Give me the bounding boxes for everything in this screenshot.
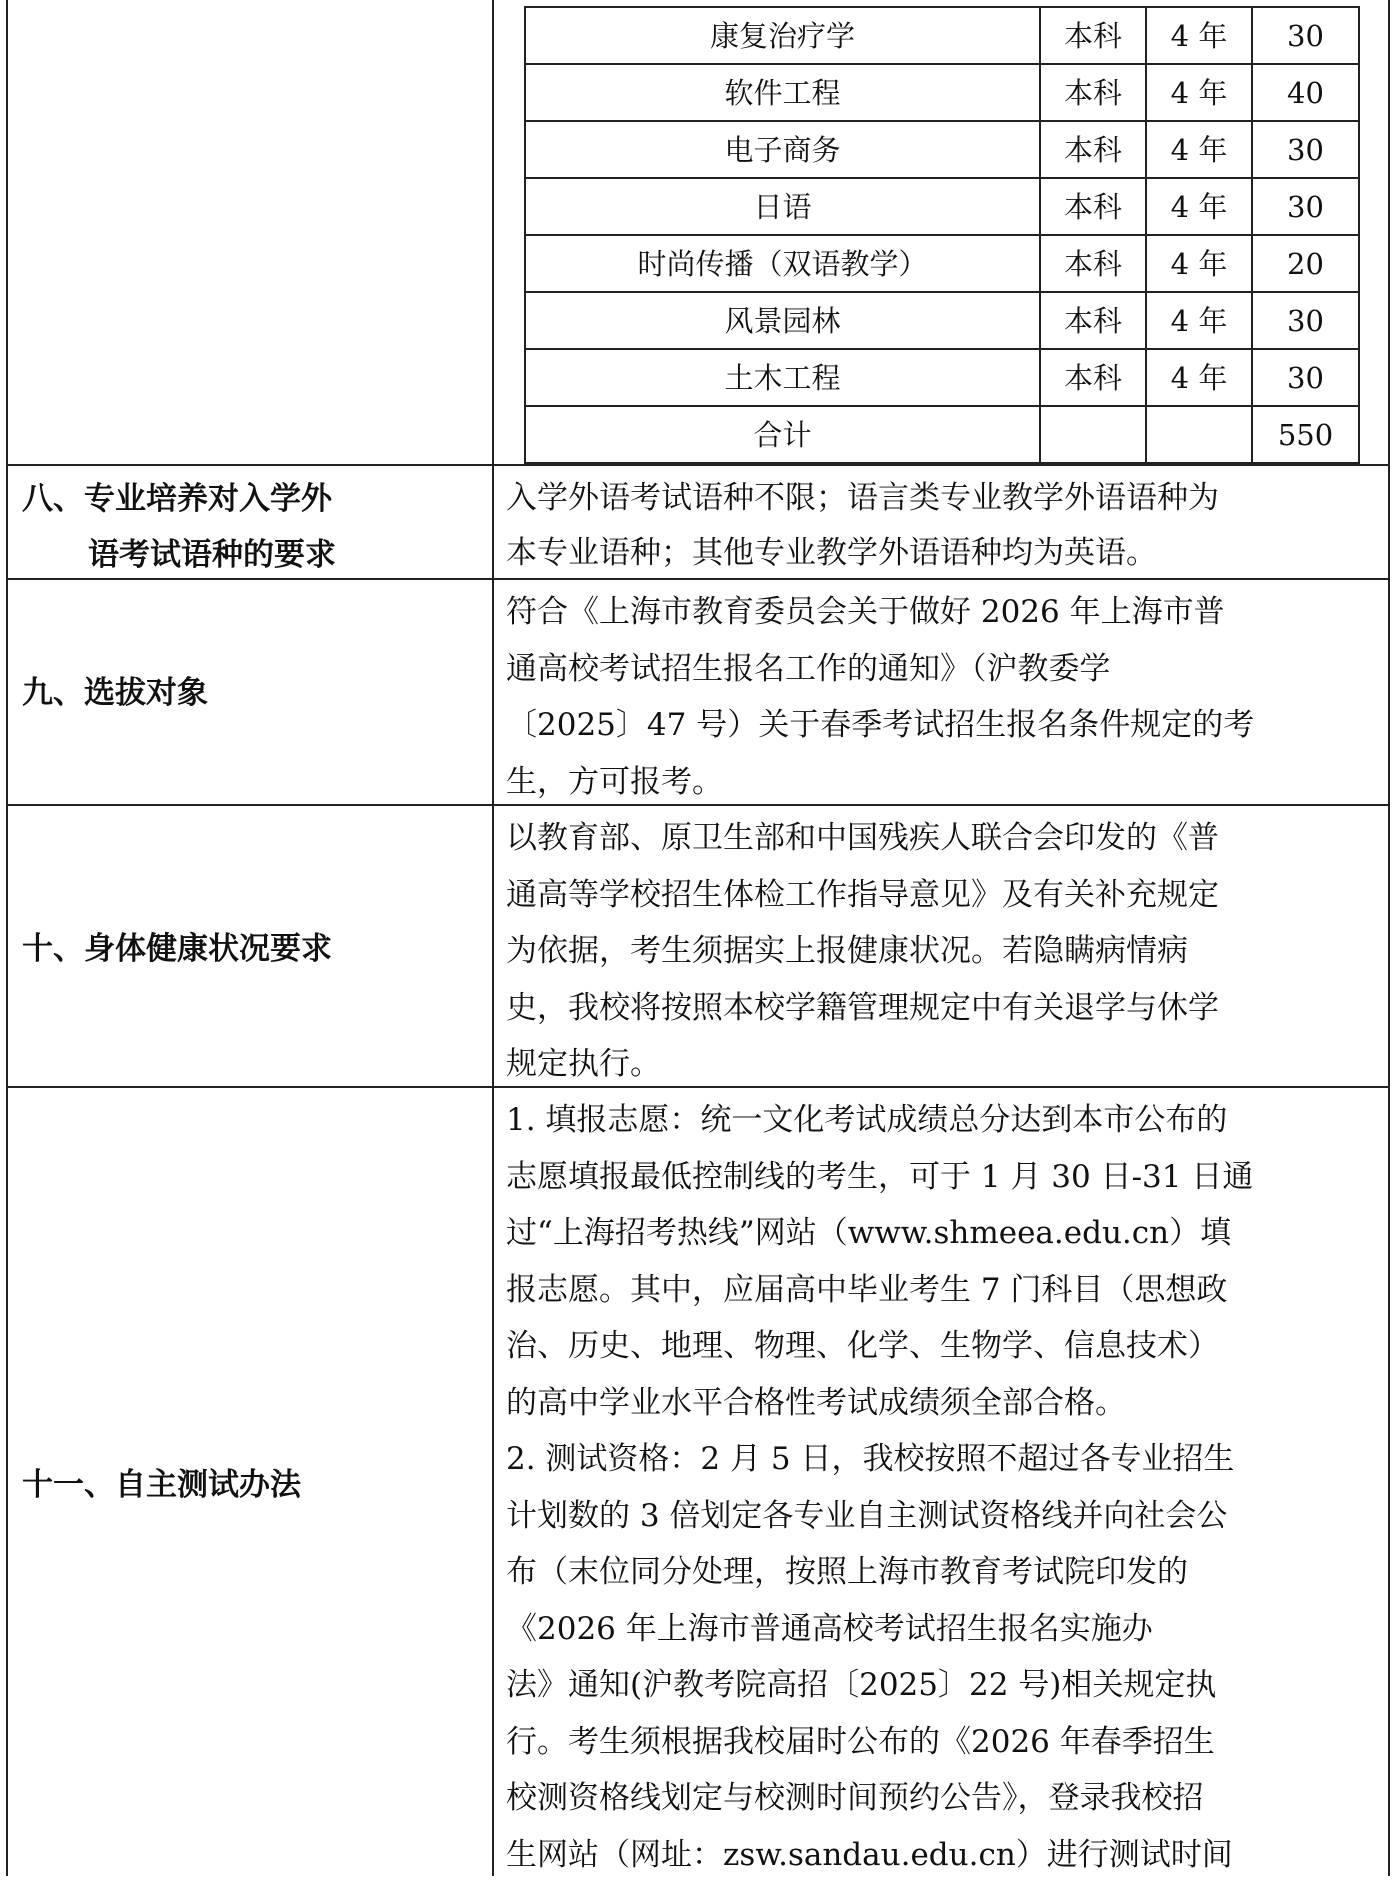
majors-count-cell: 30	[1253, 8, 1360, 65]
section-11-line: 计划数的 3 倍划定各专业自主测试资格线并向社会公	[506, 1488, 1380, 1545]
majors-table-row	[524, 8, 1360, 65]
section-11-line: 布（末位同分处理，按照上海市教育考试院印发的	[506, 1544, 1380, 1601]
section-11-line: 过“上海招考热线”网站（www.shmeea.edu.cn）填	[506, 1205, 1380, 1262]
section-9-line: 通高校考试招生报名工作的通知》（沪教委学	[506, 641, 1380, 698]
section-9-line: 〔2025〕47 号）关于春季考试招生报名条件规定的考	[506, 697, 1380, 754]
majors-name-cell: 土木工程	[524, 350, 1041, 407]
majors-level-cell	[1041, 407, 1147, 464]
section-10-line: 为依据，考生须据实上报健康状况。若隐瞒病情病	[506, 923, 1380, 980]
section-11-line: 治、历史、地理、物理、化学、生物学、信息技术）	[506, 1318, 1380, 1375]
section-10-line: 以教育部、原卫生部和中国残疾人联合会印发的《普	[506, 810, 1380, 867]
section-11-line: 2. 测试资格：2 月 5 日，我校按照不超过各专业招生	[506, 1431, 1380, 1488]
row-divider	[6, 464, 1390, 466]
section-10-text	[506, 810, 1380, 1093]
section-8-text	[506, 471, 1380, 581]
majors-table-row	[524, 350, 1360, 407]
majors-name-cell: 电子商务	[524, 122, 1041, 179]
majors-table-row	[524, 179, 1360, 236]
section-10-label: 十、身体健康状况要求	[22, 921, 332, 977]
majors-count-cell: 40	[1253, 65, 1360, 122]
table-right-border	[1388, 0, 1390, 1876]
section-8-label-line: 八、专业培养对入学外	[22, 471, 336, 527]
majors-table-row	[524, 293, 1360, 350]
majors-years-cell: 4 年	[1147, 8, 1253, 65]
majors-count-cell: 550	[1253, 407, 1360, 464]
majors-name-cell: 康复治疗学	[524, 8, 1041, 65]
majors-table-row	[524, 236, 1360, 293]
majors-level-cell: 本科	[1041, 179, 1147, 236]
section-11-label: 十一、自主测试办法	[22, 1457, 301, 1513]
majors-level-cell: 本科	[1041, 65, 1147, 122]
section-9-text	[506, 584, 1380, 810]
majors-name-cell: 风景园林	[524, 293, 1041, 350]
section-11-line: 法》通知(沪教考院高招〔2025〕22 号)相关规定执	[506, 1657, 1380, 1714]
section-10-line: 规定执行。	[506, 1036, 1380, 1093]
section-11-text	[506, 1092, 1380, 1883]
section-11-line: 志愿填报最低控制线的考生，可于 1 月 30 日-31 日通	[506, 1149, 1380, 1206]
section-8-label	[22, 471, 336, 583]
majors-name-cell: 时尚传播（双语教学）	[524, 236, 1041, 293]
majors-level-cell: 本科	[1041, 8, 1147, 65]
majors-years-cell: 4 年	[1147, 350, 1253, 407]
majors-count-cell: 20	[1253, 236, 1360, 293]
majors-count-cell: 30	[1253, 293, 1360, 350]
section-8-line: 入学外语考试语种不限；语言类专业教学外语语种为	[506, 471, 1380, 526]
table-left-border	[6, 0, 8, 1876]
majors-years-cell: 4 年	[1147, 65, 1253, 122]
majors-name-cell: 软件工程	[524, 65, 1041, 122]
majors-level-cell: 本科	[1041, 236, 1147, 293]
majors-name-cell: 日语	[524, 179, 1041, 236]
majors-years-cell: 4 年	[1147, 122, 1253, 179]
section-9-label: 九、选拔对象	[22, 665, 208, 721]
majors-count-cell: 30	[1253, 350, 1360, 407]
majors-level-cell: 本科	[1041, 122, 1147, 179]
majors-years-cell: 4 年	[1147, 293, 1253, 350]
section-9-line: 生，方可报考。	[506, 754, 1380, 811]
majors-count-cell: 30	[1253, 122, 1360, 179]
section-11-line: 校测资格线划定与校测时间预约公告》，登录我校招	[506, 1770, 1380, 1827]
majors-years-cell: 4 年	[1147, 236, 1253, 293]
majors-table-row	[524, 65, 1360, 122]
majors-years-cell	[1147, 407, 1253, 464]
section-11-line: 报志愿。其中，应届高中毕业考生 7 门科目（思想政	[506, 1262, 1380, 1319]
section-9-line: 符合《上海市教育委员会关于做好 2026 年上海市普	[506, 584, 1380, 641]
column-divider	[492, 0, 494, 1876]
section-11-line: 《2026 年上海市普通高校考试招生报名实施办	[506, 1601, 1380, 1658]
section-10-line: 史，我校将按照本校学籍管理规定中有关退学与休学	[506, 980, 1380, 1037]
section-11-line: 的高中学业水平合格性考试成绩须全部合格。	[506, 1375, 1380, 1432]
section-8-line: 本专业语种；其他专业教学外语语种均为英语。	[506, 526, 1380, 581]
majors-name-cell: 合计	[524, 407, 1041, 464]
section-11-line: 行。考生须根据我校届时公布的《2026 年春季招生	[506, 1714, 1380, 1771]
majors-table-row	[524, 407, 1360, 464]
majors-level-cell: 本科	[1041, 293, 1147, 350]
section-11-line: 1. 填报志愿：统一文化考试成绩总分达到本市公布的	[506, 1092, 1380, 1149]
majors-table-row	[524, 122, 1360, 179]
section-8-label-line: 语考试语种的要求	[22, 527, 336, 583]
section-10-line: 通高等学校招生体检工作指导意见》及有关补充规定	[506, 867, 1380, 924]
section-11-line: 生网站（网址：zsw.sandau.edu.cn）进行测试时间	[506, 1827, 1380, 1883]
majors-count-cell: 30	[1253, 179, 1360, 236]
majors-years-cell: 4 年	[1147, 179, 1253, 236]
majors-level-cell: 本科	[1041, 350, 1147, 407]
